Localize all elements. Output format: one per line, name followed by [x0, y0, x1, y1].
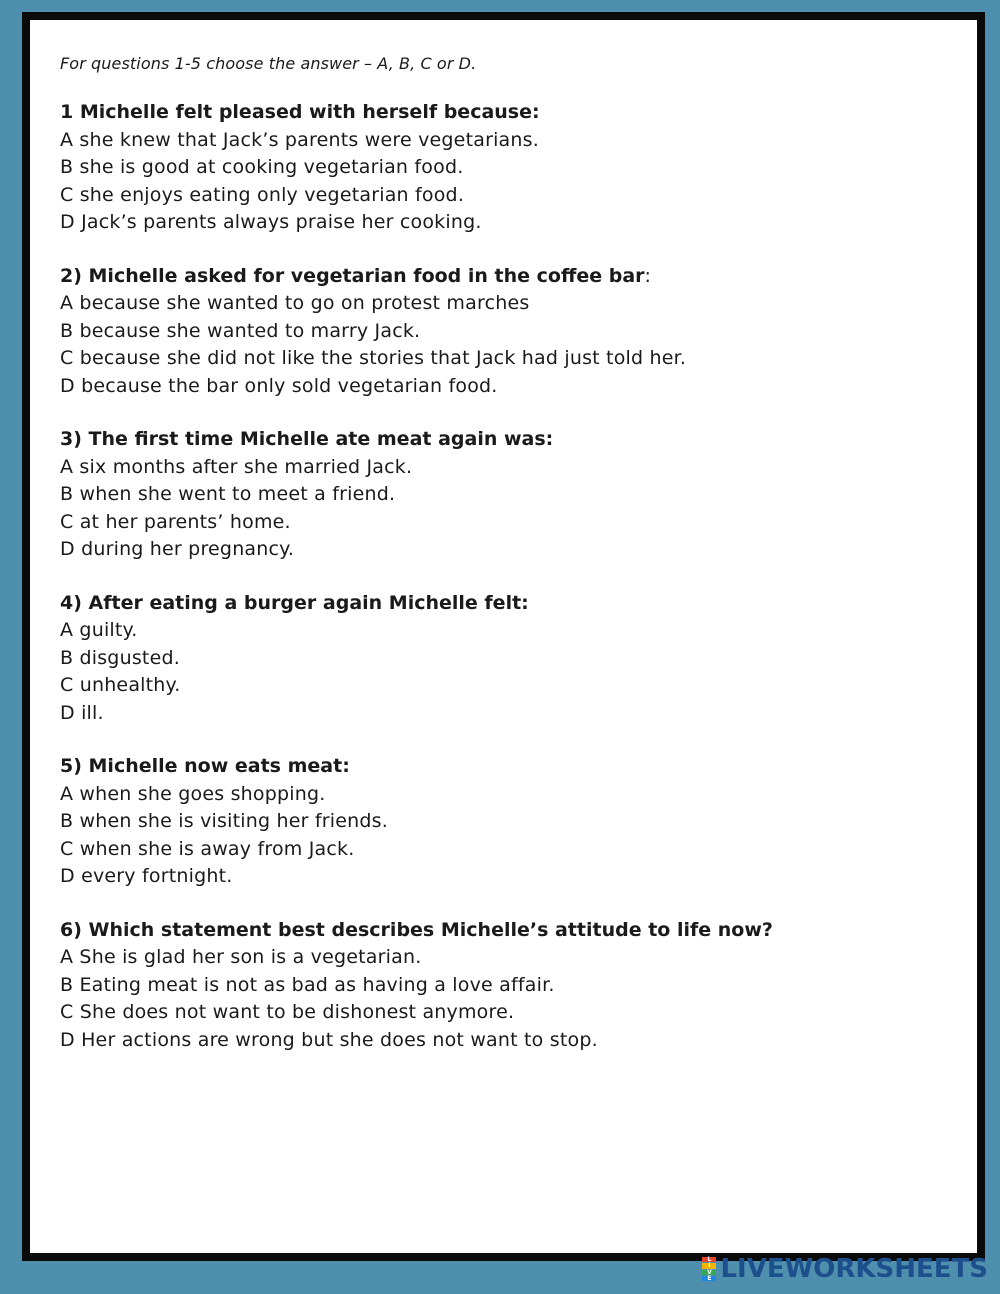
- option-b: B because she wanted to marry Jack.: [60, 319, 421, 342]
- option-a: A six months after she married Jack.: [60, 455, 413, 478]
- option-a: A She is glad her son is a vegetarian.: [60, 946, 422, 968]
- worksheet-content: [60, 54, 957, 1080]
- question-6: [60, 917, 957, 1055]
- option-d: D Her actions are wrong but she does not want to stop.: [60, 1028, 598, 1051]
- liveworksheets-logo[interactable]: [702, 1256, 988, 1282]
- option-a: A because she wanted to go on protest marches: [60, 292, 530, 314]
- option-b: B disgusted.: [60, 646, 180, 669]
- option-c: C at her parents’ home.: [60, 510, 291, 533]
- live-block-l: L: [702, 1257, 716, 1262]
- question-title-text: 2) Michelle asked for vegetarian food in the coffee bar: [60, 264, 645, 287]
- instructions-text: For questions 1-5 choose the answer – A, B, C or D.: [60, 54, 477, 73]
- question-2: [60, 263, 957, 401]
- option-c: C when she is away from Jack.: [60, 837, 355, 860]
- question-4: [60, 590, 957, 728]
- option-c: C unhealthy.: [60, 674, 181, 696]
- option-b: B she is good at cooking vegetarian food.: [60, 156, 464, 178]
- option-b: B when she is visiting her friends.: [60, 810, 388, 832]
- question-title: 1 Michelle felt pleased with herself because:: [60, 101, 540, 123]
- option-d: D during her pregnancy.: [60, 538, 295, 560]
- live-block-e: E: [702, 1276, 716, 1281]
- option-c: C because she did not like the stories that Jack had just told her.: [60, 347, 687, 369]
- option-a: A she knew that Jack’s parents were vegetarians.: [60, 128, 539, 151]
- live-block-v: V: [702, 1270, 716, 1275]
- option-b: B Eating meat is not as bad as having a love affair.: [60, 973, 555, 996]
- question-title: [60, 263, 957, 291]
- option-b: B when she went to meet a friend.: [60, 483, 396, 505]
- live-block-i: I: [702, 1263, 716, 1268]
- option-d: D Jack’s parents always praise her cooking.: [60, 211, 482, 233]
- question-title: 3) The first time Michelle ate meat again was:: [60, 428, 554, 450]
- option-a: A guilty.: [60, 619, 138, 641]
- question-title: 5) Michelle now eats meat:: [60, 755, 350, 777]
- option-d: D because the bar only sold vegetarian food.: [60, 374, 498, 397]
- question-title: 4) After eating a burger again Michelle felt:: [60, 591, 529, 614]
- option-a: A when she goes shopping.: [60, 782, 326, 805]
- question-title: 6) Which statement best describes Michelle’s attitude to life now?: [60, 918, 773, 941]
- question-1: [60, 99, 957, 237]
- question-5: [60, 753, 957, 891]
- option-d: D ill.: [60, 701, 104, 724]
- option-d: D every fortnight.: [60, 865, 233, 887]
- worksheet-page: [22, 12, 985, 1261]
- brand-name: LIVEWORKSHEETS: [720, 1254, 988, 1284]
- question-3: [60, 426, 957, 564]
- question-title-colon: :: [644, 264, 651, 287]
- live-blocks-icon: [702, 1257, 716, 1281]
- option-c: C she enjoys eating only vegetarian food.: [60, 183, 465, 206]
- option-c: C She does not want to be dishonest anymore.: [60, 1001, 515, 1023]
